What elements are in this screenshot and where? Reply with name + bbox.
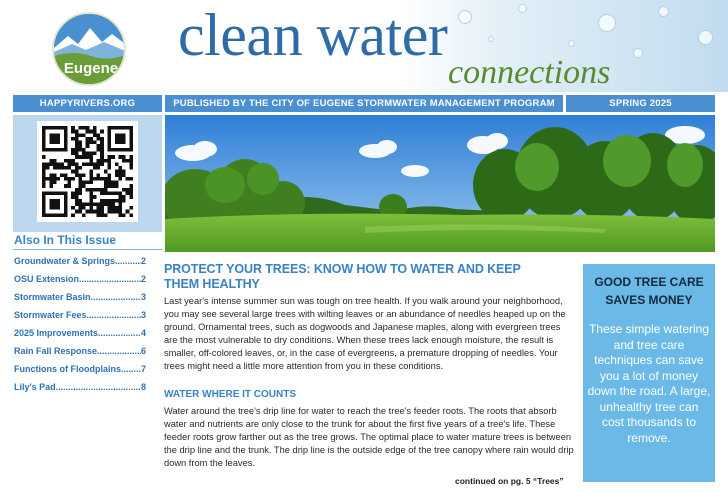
- park-trees-photo: [165, 115, 715, 252]
- article-headline: PROTECT YOUR TREES: KNOW HOW TO WATER AND KEEP THEM HEALTHY: [164, 262, 521, 291]
- callout-title: GOOD TREE CARE SAVES MONEY: [594, 275, 704, 307]
- logo-text: Eugene: [63, 60, 119, 77]
- toc-item[interactable]: OSU Extension ..... 2: [14, 273, 146, 291]
- newsletter-subtitle: connections: [448, 54, 611, 91]
- toc-divider: [13, 249, 162, 250]
- article-body: Water around the tree's drip line for water to reach the tree's feeder roots. The roots that absorb water and nutrients are only close to the trunk for about the first five years of a tree's life. These feeder roots grow farther out as the tree grows. The optimal place to water mature trees is between the drip line and the trunk. The drip line is the outside edge of the tree canopy where rain would drip down from the leaves.: [164, 406, 574, 468]
- toc-item[interactable]: Stormwater Fees ..... 3: [14, 309, 146, 327]
- tree-landscape-image: [165, 115, 715, 252]
- article-intro: Last year's intense summer sun was tough on tree health. If you walk around your neighborhood, you may see several large trees with wilting leaves or an abundance of needles heaped up on the ground. Ornamental trees, such as dogwoods and Japanese maples, along with evergreen trees are the most vulnerable to dry conditions. When these trees lack enough moisture, the result is smaller, off-colored leaves, or, in the case of evergreens, a premature dropping of needles. Your trees might need a little more attention from you in these conditions.: [164, 296, 566, 371]
- qr-code[interactable]: [37, 121, 138, 222]
- newsletter-title: clean water: [178, 2, 448, 68]
- continued-link[interactable]: continued on pg. 5 “Trees”: [455, 476, 564, 486]
- table-of-contents: [14, 255, 146, 399]
- callout-body: These simple watering and tree care techniques can save you a lot of money down the road. A large, unhealthy tree can cost thousands to remove.: [587, 322, 711, 445]
- toc-heading: Also In This Issue: [14, 233, 117, 247]
- toc-item[interactable]: 2025 Improvements ..... 4: [14, 327, 146, 345]
- tree-care-callout: [583, 264, 715, 482]
- website-link[interactable]: HAPPYRIVERS.ORG: [13, 95, 162, 112]
- sidebar-qr-panel: [13, 115, 162, 232]
- toc-item[interactable]: Groundwater & Springs ..... 2: [14, 255, 146, 273]
- publisher-banner: PUBLISHED BY THE CITY OF EUGENE STORMWATER MANAGEMENT PROGRAM: [165, 95, 563, 112]
- article-subhead: WATER WHERE IT COUNTS: [164, 389, 297, 400]
- toc-item[interactable]: Lily's Pad ..... 8: [14, 381, 146, 399]
- city-logo: [52, 12, 126, 86]
- issue-season: SPRING 2025: [566, 95, 715, 112]
- toc-item[interactable]: Stormwater Basin ..... 3: [14, 291, 146, 309]
- toc-item[interactable]: Rain Fall Response ..... 6: [14, 345, 146, 363]
- toc-item[interactable]: Functions of Floodplains ..... 7: [14, 363, 146, 381]
- qr-code-icon: [42, 126, 133, 217]
- masthead: [0, 0, 728, 92]
